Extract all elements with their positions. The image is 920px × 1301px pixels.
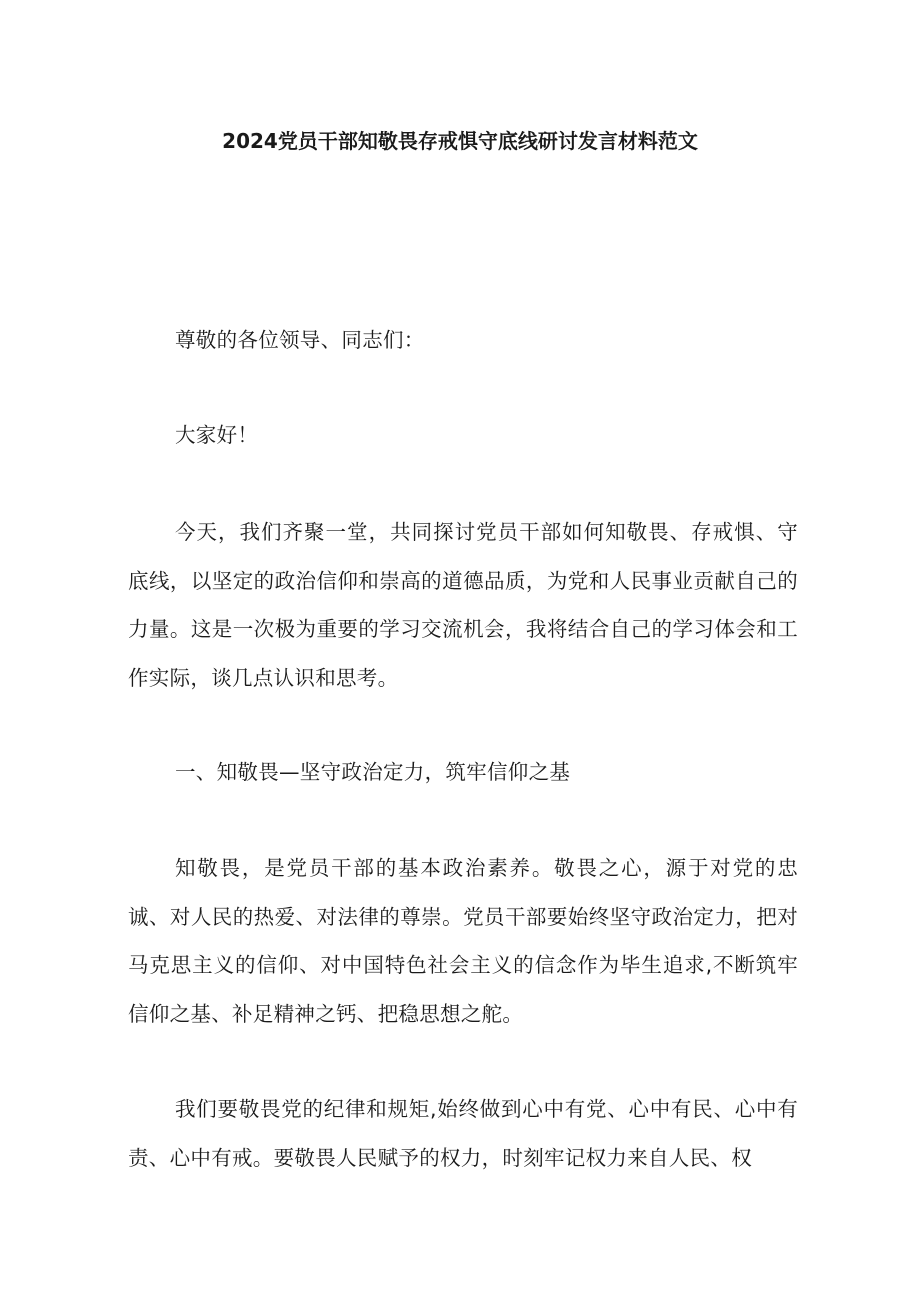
greeting-paragraph: 大家好！ <box>175 423 259 447</box>
intro-paragraph: 今天，我们齐聚一堂，共同探讨党员干部如何知敬畏、存戒惧、守底线，以坚定的政治信仰和崇高的道德品质，为党和人民事业贡献自己的力量。这是一次极为重要的学习交流机会，我将结合自己的学习体会和工作实际，谈几点认识和思考。 <box>128 520 798 690</box>
body-paragraph: 我们要敬畏党的纪律和规矩,始终做到心中有党、心中有民、心中有责、心中有戒。要敬畏人民赋予的权力，时刻牢记权力来自人民、权 <box>128 1097 798 1170</box>
salutation-paragraph: 尊敬的各位领导、同志们： <box>175 328 425 352</box>
document-title: 2024党员干部知敬畏存戒惧守底线研讨发言材料范文 <box>222 129 698 153</box>
body-paragraph: 知敬畏，是党员干部的基本政治素养。敬畏之心，源于对党的忠诚、对人民的热爱、对法律的尊崇。党员干部要始终坚守政治定力，把对马克思主义的信仰、对中国特色社会主义的信念作为毕生追求,不断筑牢信仰之基、补足精神之钙、把稳思想之舵。 <box>128 856 798 1026</box>
section-heading: 一、知敬畏—坚守政治定力，筑牢信仰之基 <box>175 760 571 784</box>
